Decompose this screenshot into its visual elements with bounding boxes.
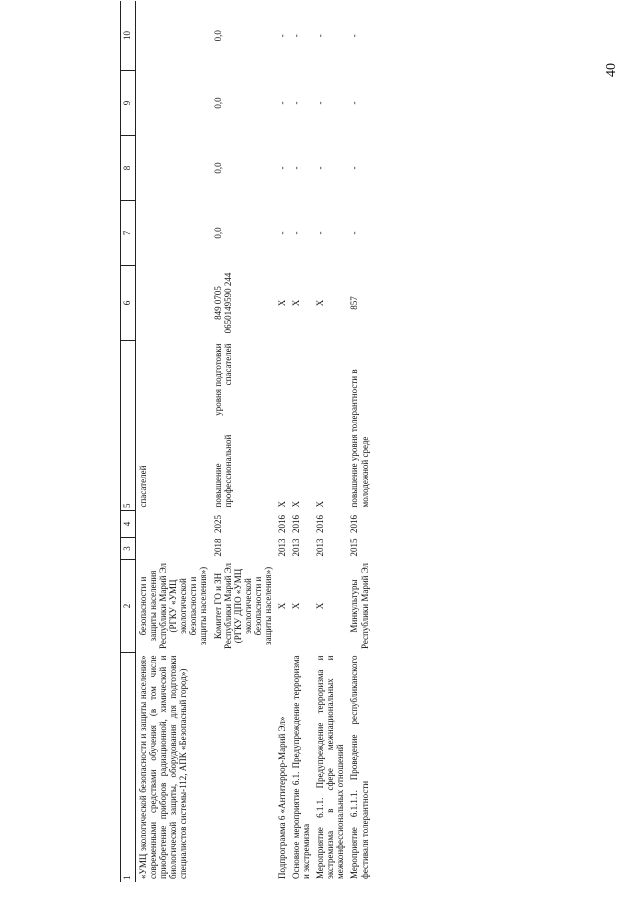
row-5-executor: Х	[315, 602, 326, 610]
row-1-val-7	[136, 201, 211, 266]
row-2-name	[211, 653, 275, 883]
row-3-end: 2016	[277, 515, 288, 533]
rotated-table-container	[120, 30, 639, 882]
row-5-code: Х	[315, 299, 326, 307]
row-6-result: повышение уровня толерантности в молодежной среде	[349, 369, 370, 508]
row-4-name: Основное мероприятие 6.1. Предупреждение терроризма и экстремизма	[291, 655, 312, 879]
row-1-name: «УМЦ экологической безопасности и защиты населения» современными средствами обучения (в том числе приобретение приборов радиационной, химической и биологической защиты, оборудования для подготовки специалистов системы-112, АПК «Безопасный город»)	[138, 655, 189, 879]
row-6-val-10: -	[349, 34, 360, 38]
row-2-val-7: 0,0	[212, 227, 223, 239]
row-5-end: 2016	[315, 515, 326, 533]
table-row	[313, 1, 347, 882]
table-row	[289, 1, 313, 882]
header-col-9: 9	[121, 71, 136, 136]
table-row	[275, 1, 289, 882]
row-4-code: Х	[291, 299, 302, 307]
row-6-end: 2016	[349, 515, 360, 533]
row-2-val-9: 0,0	[212, 97, 223, 109]
row-1-val-8	[136, 136, 211, 201]
row-2-result	[211, 341, 275, 511]
row-2-result-left: повышение профессиональной	[212, 434, 233, 508]
row-6-executor: Минкультуры Республики Марий Эл	[349, 562, 370, 650]
row-3-val-8: -	[277, 166, 288, 170]
row-5-val-8: -	[315, 166, 326, 170]
row-6-val-8: -	[349, 166, 360, 170]
row-4-val-7: -	[291, 231, 302, 235]
row-3-val-10: -	[277, 34, 288, 38]
row-1-val-9	[136, 71, 211, 136]
header-col-10: 10	[121, 1, 136, 71]
row-4-val-9: -	[291, 101, 302, 105]
row-5-val-7: -	[315, 231, 326, 235]
row-2-code: 849 0705 0650149590 244	[212, 272, 233, 334]
row-4-start: 2013	[291, 538, 302, 557]
row-1-end	[136, 511, 211, 538]
row-1-val-10	[136, 1, 211, 71]
program-table	[120, 1, 372, 882]
row-4-end: 2016	[291, 515, 302, 533]
row-5-result: Х	[315, 501, 326, 508]
row-3-name: Подпрограмма 6 «Антитеррор-Марий Эл»	[277, 716, 288, 879]
header-col-6: 6	[121, 266, 136, 341]
header-col-2: 2	[121, 560, 136, 653]
table-row	[211, 1, 275, 882]
header-col-4: 4	[121, 511, 136, 538]
row-6-start: 2015	[349, 538, 360, 557]
row-1-executor: безопасности и защиты населения Республики Марий Эл (РГКУ «УМЦ экологической безопасности и защиты населения»)	[138, 562, 209, 650]
row-4-executor: Х	[291, 602, 302, 610]
table-row	[136, 1, 211, 882]
page-number: 40	[604, 63, 619, 77]
row-6-val-9: -	[349, 101, 360, 105]
row-6-val-7: -	[349, 231, 360, 235]
table-row	[347, 1, 371, 882]
table-header-row	[121, 1, 136, 882]
row-5-val-9: -	[315, 101, 326, 105]
row-1-start	[136, 538, 211, 560]
row-2-val-8: 0,0	[212, 162, 223, 174]
row-3-code: Х	[277, 299, 288, 307]
row-3-start: 2013	[277, 538, 288, 557]
header-col-5: 5	[121, 341, 136, 511]
row-3-val-7: -	[277, 231, 288, 235]
header-col-7: 7	[121, 201, 136, 266]
row-2-end: 2025	[212, 515, 223, 533]
row-4-val-10: -	[291, 34, 302, 38]
header-col-8: 8	[121, 136, 136, 201]
row-5-start: 2013	[315, 538, 326, 557]
header-col-1: 1	[121, 653, 136, 883]
row-1-code	[136, 266, 211, 341]
row-4-val-8: -	[291, 166, 302, 170]
header-col-3: 3	[121, 538, 136, 560]
row-2-start: 2018	[212, 538, 223, 557]
row-2-executor: Комитет ГО и ЗН Республики Марий Эл (РГКУ ДПО «УМЦ экологической безопасности и защиты населения»)	[212, 562, 273, 650]
row-3-val-9: -	[277, 101, 288, 105]
row-4-result: Х	[291, 501, 302, 508]
row-3-result: Х	[277, 501, 288, 508]
row-5-name: Мероприятие 6.1.1. Предупреждение терроризма и экстремизма в сфере межнациональных и межконфессиональных отношений	[315, 655, 346, 879]
row-2-val-10: 0,0	[212, 30, 223, 42]
row-3-executor: Х	[277, 602, 288, 610]
row-6-name: Мероприятие 6.1.1.1. Проведение республиканского фестиваля толерантности	[349, 655, 370, 879]
row-2-result-right: уровня подготовки спасателей	[212, 343, 233, 416]
row-1-result: спасателей	[138, 465, 148, 508]
row-5-val-10: -	[315, 34, 326, 38]
row-6-code: 857	[349, 296, 360, 310]
